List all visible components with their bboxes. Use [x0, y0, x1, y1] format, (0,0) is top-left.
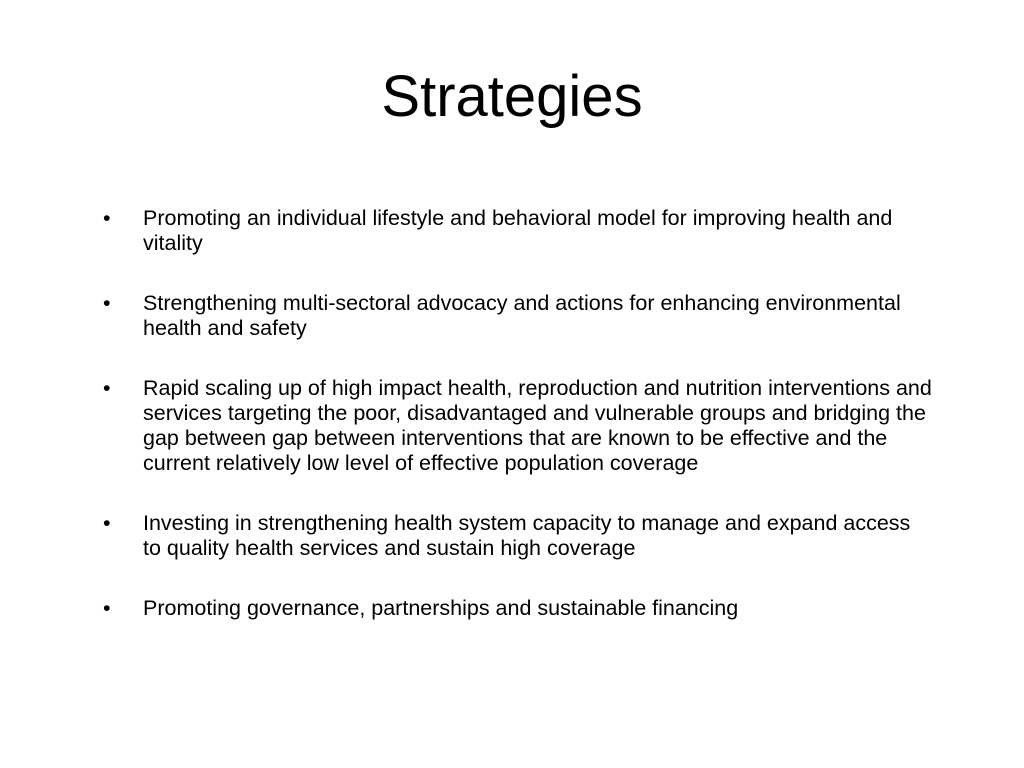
bullet-icon: • — [103, 596, 111, 620]
bullet-text: Promoting governance, partnerships and sustainable financing — [143, 596, 739, 620]
bullet-icon: • — [103, 206, 111, 230]
bullet-text: Strengthening multi-sectoral advocacy and actions for enhancing environmental health and safety — [143, 291, 901, 340]
bullet-icon: • — [103, 291, 111, 315]
bullet-item — [103, 596, 933, 621]
bullet-icon: • — [103, 376, 111, 400]
bullet-text: Promoting an individual lifestyle and behavioral model for improving health and vitality — [143, 206, 893, 255]
bullet-text: Investing in strengthening health system capacity to manage and expand access to quality health services and sustain high coverage — [143, 511, 911, 560]
slide-title: Strategies — [381, 64, 643, 129]
bullet-list — [103, 206, 933, 656]
bullet-item — [103, 206, 933, 256]
bullet-item — [103, 291, 933, 341]
bullet-icon: • — [103, 511, 111, 535]
bullet-item — [103, 511, 933, 561]
bullet-item — [103, 376, 933, 476]
bullet-text: Rapid scaling up of high impact health, reproduction and nutrition interventions and services targeting the poor, disadvantaged and vulnerable groups and bridging the gap between gap between interventions that are known to be effective and the current relatively low level of effective population coverage — [143, 376, 932, 475]
